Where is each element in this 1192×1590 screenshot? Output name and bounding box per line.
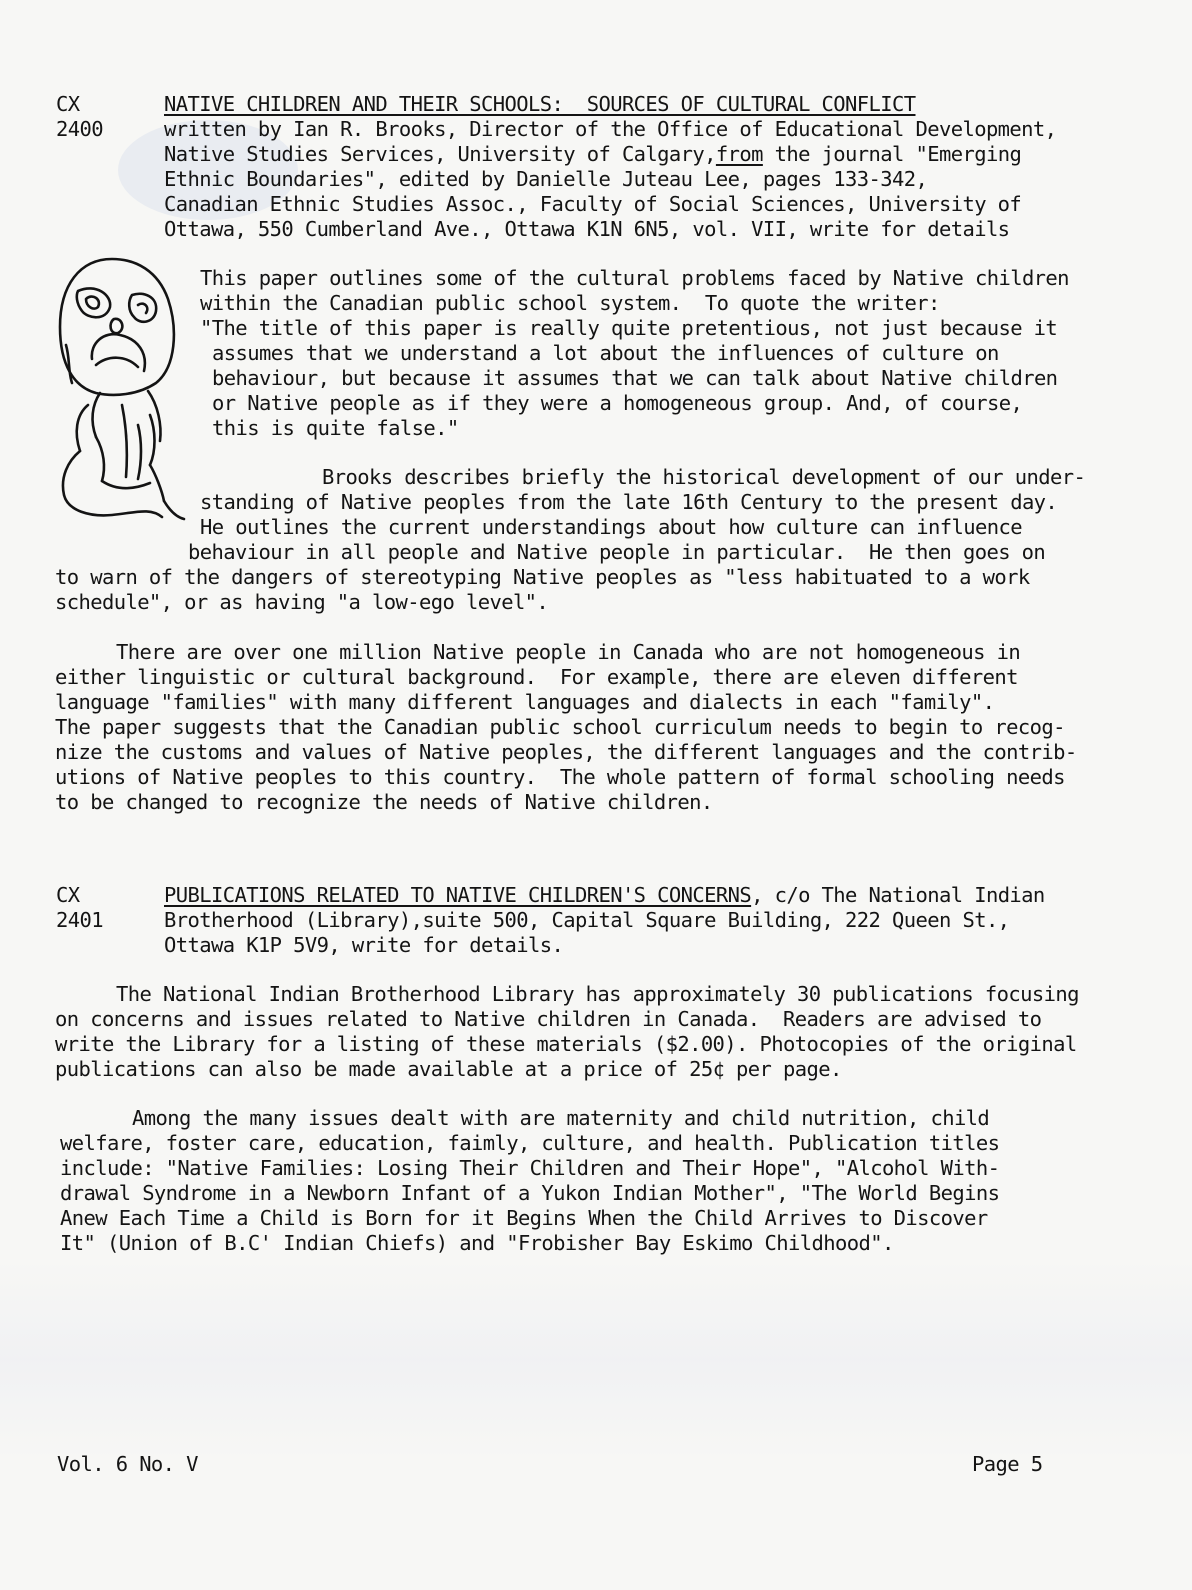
body-line: There are over one million Native people in Canada who are not homogeneous in xyxy=(116,640,1021,664)
body-line: schedule", or as having "a low-ego level". xyxy=(55,590,549,614)
body-line: to be changed to recognize the needs of Native children. xyxy=(55,790,713,814)
quote-line: this is quite false." xyxy=(212,416,459,440)
entry-title: NATIVE CHILDREN AND THEIR SCHOOLS: SOURCES OF CULTURAL CONFLICT xyxy=(164,92,916,116)
citation-line: Brotherhood (Library),suite 500, Capital Square Building, 222 Queen St., xyxy=(164,908,1010,932)
body-line: This paper outlines some of the cultural problems faced by Native children xyxy=(200,266,1069,290)
entry-title: PUBLICATIONS RELATED TO NATIVE CHILDREN'S CONCERNS xyxy=(164,883,752,907)
body-line: Brooks describes briefly the historical development of our under- xyxy=(322,465,1086,489)
quote-line: "The title of this paper is really quite pretentious, not just because it xyxy=(200,316,1058,340)
footer-page-number: Page 5 xyxy=(972,1452,1043,1476)
body-line: standing of Native peoples from the late 16th Century to the present day. xyxy=(200,490,1058,514)
body-line: utions of Native peoples to this country. The whole pattern of formal schooling needs xyxy=(55,765,1065,789)
citation-underlined-word: from xyxy=(715,142,763,166)
body-line: include: "Native Families: Losing Their Children and Their Hope", "Alcohol With- xyxy=(60,1156,1000,1180)
body-line: publications can also be made available at a price of 25¢ per page. xyxy=(55,1057,842,1081)
body-line: language "families" with many different languages and dialects in each "family". xyxy=(55,690,995,714)
citation-line: Ottawa K1P 5V9, write for details. xyxy=(164,933,564,957)
citation-segment: , c/o The National Indian xyxy=(751,883,1045,907)
entry-title-line xyxy=(164,883,1045,908)
body-line: write the Library for a listing of these materials ($2.00). Photocopies of the original xyxy=(55,1032,1077,1056)
body-line: behaviour in all people and Native people in particular. He then goes on xyxy=(188,540,1046,564)
body-line: Anew Each Time a Child is Born for it Begins When the Child Arrives to Discover xyxy=(60,1206,988,1230)
citation-line: written by Ian R. Brooks, Director of the Office of Educational Development, xyxy=(164,117,1057,141)
hand-drawn-figure-illustration xyxy=(52,255,192,530)
entry-code-number: 2401 xyxy=(56,908,103,932)
body-line: Among the many issues dealt with are maternity and child nutrition, child xyxy=(132,1106,990,1130)
body-line: It" (Union of B.C' Indian Chiefs) and "Frobisher Bay Eskimo Childhood". xyxy=(60,1231,894,1255)
body-line: either linguistic or cultural background. For example, there are eleven different xyxy=(55,665,1018,689)
body-line: He outlines the current understandings about how culture can influence xyxy=(200,515,1022,539)
body-line: to warn of the dangers of stereotyping Native peoples as "less habituated to a work xyxy=(55,565,1030,589)
footer-volume: Vol. 6 No. V xyxy=(57,1452,198,1476)
quote-line: assumes that we understand a lot about the influences of culture on xyxy=(212,341,999,365)
citation-line: Ethnic Boundaries", edited by Danielle Juteau Lee, pages 133-342, xyxy=(164,167,928,191)
body-line: The National Indian Brotherhood Library has approximately 30 publications focusing xyxy=(116,982,1079,1006)
citation-line: Canadian Ethnic Studies Assoc., Faculty of Social Sciences, University of xyxy=(164,192,1022,216)
citation-line xyxy=(164,142,1021,167)
body-line: welfare, foster care, education, faimly, culture, and health. Publication titles xyxy=(60,1131,1000,1155)
quote-line: or Native people as if they were a homogeneous group. And, of course, xyxy=(212,391,1023,415)
citation-segment: Native Studies Services, University of Calgary, xyxy=(164,142,716,166)
quote-line: behaviour, but because it assumes that we can talk about Native children xyxy=(212,366,1058,390)
body-line: drawal Syndrome in a Newborn Infant of a Yukon Indian Mother", "The World Begins xyxy=(60,1181,1000,1205)
citation-segment: the journal "Emerging xyxy=(762,142,1022,166)
citation-line: Ottawa, 550 Cumberland Ave., Ottawa K1N 6N5, vol. VII, write for details xyxy=(164,217,1010,241)
body-line: nize the customs and values of Native peoples, the different languages and the contrib- xyxy=(55,740,1077,764)
entry-code-prefix: CX xyxy=(56,883,80,907)
body-line: The paper suggests that the Canadian public school curriculum needs to begin to recog- xyxy=(55,715,1065,739)
entry-code-prefix: CX xyxy=(56,92,80,116)
body-line: within the Canadian public school system. To quote the writer: xyxy=(200,291,940,315)
body-line: on concerns and issues related to Native children in Canada. Readers are advised to xyxy=(55,1007,1042,1031)
bleed-through-band xyxy=(0,1260,1192,1460)
entry-code-number: 2400 xyxy=(56,117,103,141)
